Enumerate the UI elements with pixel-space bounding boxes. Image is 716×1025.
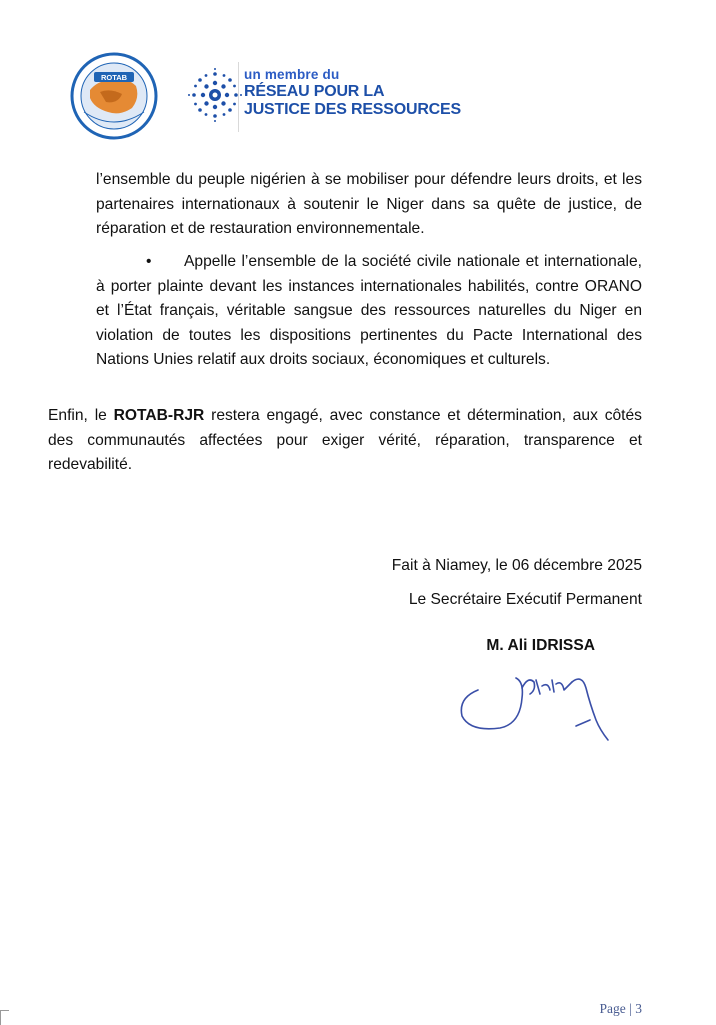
rjr-name-line1: RÉSEAU POUR LA (244, 82, 385, 100)
handwritten-signature (450, 668, 620, 748)
closing-text-end: restera engagé, avec constance et détermination, aux côtés des communautés affectées pour exiger vérité, réparation, transparence et redevabilité. (48, 407, 642, 473)
rjr-wordmark (244, 68, 461, 118)
crop-mark (0, 1010, 9, 1025)
letterhead (70, 52, 470, 144)
closing-paragraph (48, 404, 642, 478)
paragraph-continuation: l’ensemble du peuple nigérien à se mobiliser pour défendre leurs droits, et les partenaires internationaux à soutenir le Niger dans sa quête de justice, de réparation et de restauration environnementale. (96, 171, 642, 237)
rjr-tagline: un membre du (244, 67, 340, 82)
rjr-dotted-eye-icon (186, 66, 244, 124)
page-number: Page | 3 (599, 1001, 642, 1016)
signatory-name: M. Ali IDRISSA (486, 637, 595, 654)
svg-text:ROTAB: ROTAB (100, 73, 128, 82)
rotab-logo (70, 52, 158, 140)
place-date: Fait à Niamey, le 06 décembre 2025 (391, 557, 642, 574)
rjr-name-line2: JUSTICE DES RESSOURCES (244, 100, 461, 118)
bullet-paragraph: Appelle l’ensemble de la société civile nationale et internationale, à porter plainte devant les instances internationales habilités, contre ORANO et l’État français, véritable sangsue des ressources naturelles du Niger en violation de toutes les dispositions pertinentes du Pacte International des Nations Unies relatif aux droits sociaux, économiques et culturels. (96, 253, 642, 368)
signatory-title: Le Secrétaire Exécutif Permanent (408, 591, 642, 608)
organization-name: ROTAB-RJR (113, 407, 205, 424)
closing-text-start: Enfin, le (48, 407, 114, 424)
bullet-marker: • (146, 253, 152, 270)
